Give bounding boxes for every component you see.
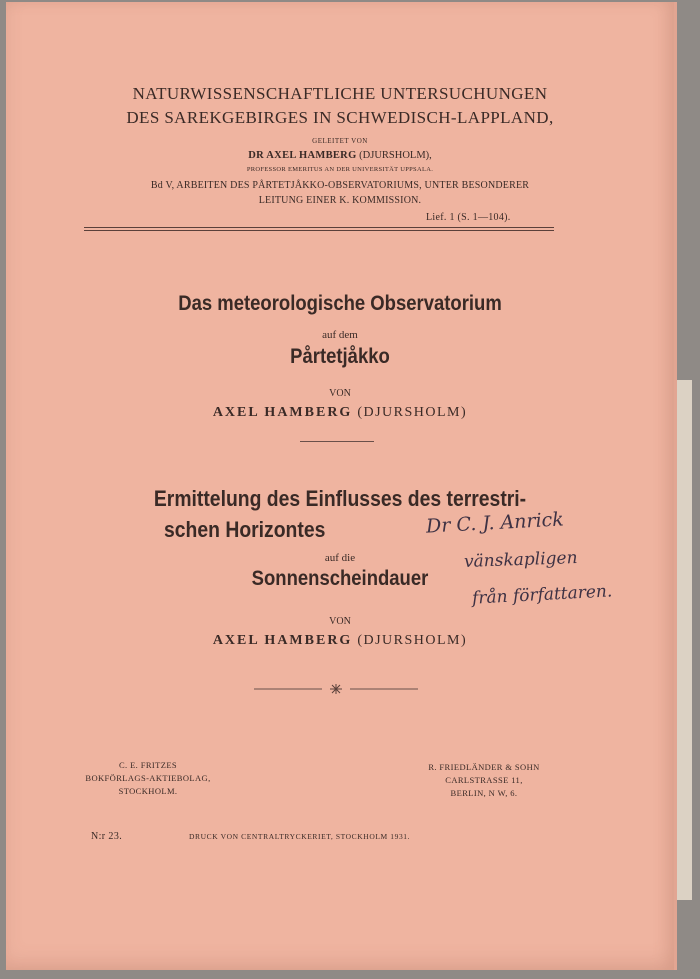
header-rule-top (84, 227, 554, 228)
work1-author-place: (DJURSHOLM) (357, 405, 468, 420)
inscription-line2: vänskapligen (463, 548, 578, 572)
inscription-line1: Dr C. J. Anrick (425, 508, 565, 538)
section-divider (300, 441, 374, 442)
publisher-left-line2: BOKFÖRLAGS-AKTIEBOLAG, (85, 773, 211, 783)
work1-author-name: AXEL HAMBERG (212, 405, 353, 420)
publisher-left-line1: C. E. FRITZES (118, 760, 178, 770)
series-number: N:r 23. (91, 831, 123, 842)
work2-author (6, 633, 674, 649)
work1-connector: auf dem (322, 329, 358, 341)
publisher-left-line3: STOCKHOLM. (118, 786, 178, 796)
series-title-line1: NATURWISSENSCHAFTLICHE UNTERSUCHUNGEN (132, 84, 548, 103)
editor-title: PROFESSOR EMERITUS AN DER UNIVERSITÄT UPPSALA. (246, 166, 434, 173)
publisher-right-line1: R. FRIEDLÄNDER & SOHN (428, 762, 540, 772)
work1-author (6, 405, 674, 421)
publisher-right-line2: CARLSTRASSE 11, (445, 775, 523, 785)
publisher-right (414, 761, 554, 800)
edited-by-label: GELEITET VON (312, 137, 368, 145)
volume-line2: LEITUNG EINER K. KOMMISSION. (258, 195, 422, 206)
book-cover (6, 2, 677, 970)
publisher-left (78, 759, 218, 798)
work2-title-line2: schen Horizontes (164, 517, 326, 542)
lieferung-label: Lief. 1 (S. 1—104). (426, 212, 511, 223)
handwritten-inscription (424, 510, 619, 626)
ornament-divider-icon (254, 682, 418, 696)
volume-line1: Bd V, ARBEITEN DES PÅRTETJÅKKO-OBSERVATORIUMS, UNTER BESONDERER (150, 180, 530, 191)
header-rule-bottom (84, 230, 554, 231)
work1-title-line2: Pårtetjåkko (290, 345, 390, 368)
work2-title-line1: Ermittelung des Einflusses des terrestri- (153, 486, 527, 511)
inscription-line3: från författaren. (471, 581, 613, 609)
work1-von: VON (329, 388, 351, 399)
work2-von: VON (329, 616, 351, 627)
work2-connector: auf die (324, 552, 356, 564)
editor-place: (DJURSHOLM), (359, 150, 432, 161)
printer-line: DRUCK VON CENTRALTRYCKERIET, STOCKHOLM 1931. (189, 832, 411, 841)
series-title-line2: DES SAREKGEBIRGES IN SCHWEDISCH-LAPPLAND, (126, 108, 554, 127)
editor-line (6, 150, 674, 161)
publisher-right-line3: BERLIN, N W, 6. (450, 788, 518, 798)
editor-name: DR AXEL HAMBERG (248, 150, 357, 161)
work2-author-place: (DJURSHOLM) (357, 633, 468, 648)
work1-title-line1: Das meteorologische Observatorium (178, 292, 502, 315)
work2-title-line3: Sonnenscheindauer (251, 567, 429, 590)
work2-author-name: AXEL HAMBERG (212, 633, 353, 648)
